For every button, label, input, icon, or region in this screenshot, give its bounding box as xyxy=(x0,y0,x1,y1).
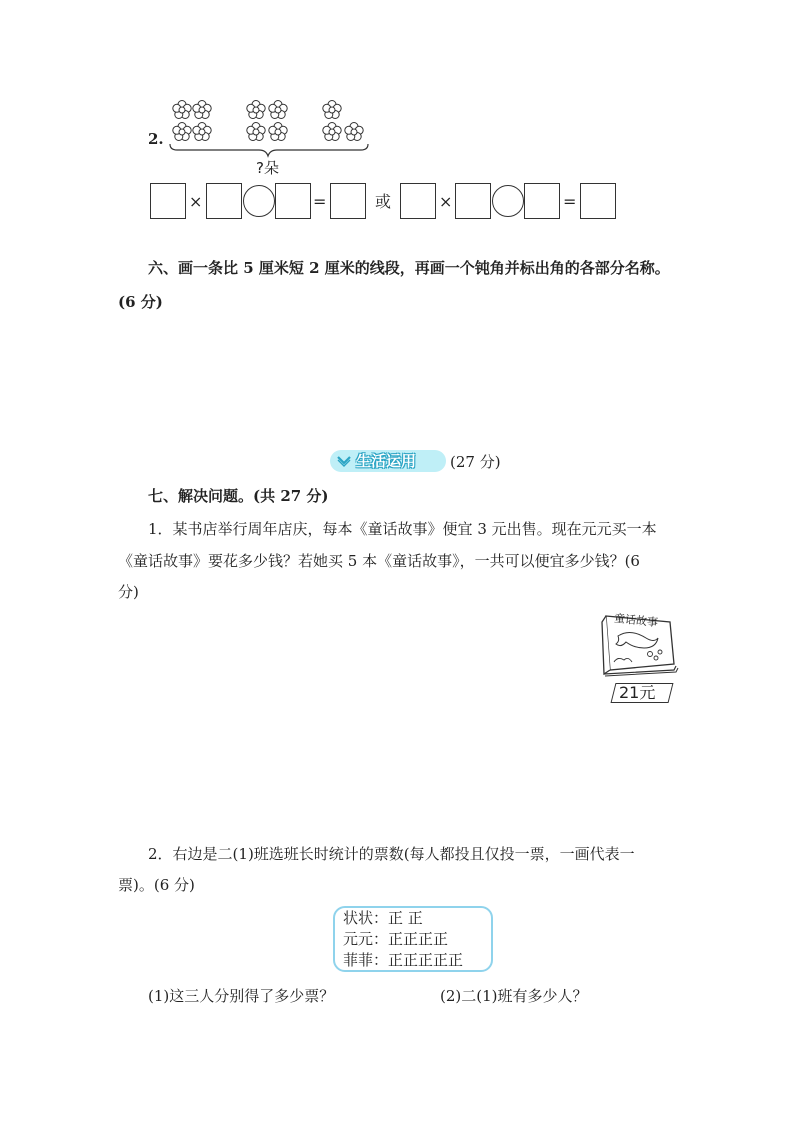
banner-points: (27 分) xyxy=(450,453,501,471)
tally-marks: 正 正 xyxy=(388,909,423,927)
section-6-question: 六、画一条比 5 厘米短 2 厘米的线段，再画一个钝角并标出角的各部分名称。 xyxy=(148,259,670,277)
vote-row-2 xyxy=(343,929,448,949)
answer-box-8[interactable] xyxy=(580,183,616,219)
flower-group-3 xyxy=(323,101,363,141)
answer-box-5[interactable] xyxy=(400,183,436,219)
question-2-line-1: 2．右边是二(1)班选班长时统计的票数(每人都投且仅投一票，一画代表一 xyxy=(148,845,635,863)
times-sign: × xyxy=(439,192,453,211)
answer-box-3[interactable] xyxy=(275,183,311,219)
section-7-heading: 七、解决问题。(共 27 分) xyxy=(148,487,329,505)
vote-row-1 xyxy=(343,908,423,928)
book-price: 21元 xyxy=(619,683,656,702)
brace xyxy=(170,144,368,156)
answer-box-2[interactable] xyxy=(206,183,242,219)
sub-question-2: (2)二(1)班有多少人？ xyxy=(440,987,588,1005)
or-word: 或 xyxy=(375,192,392,211)
operator-circle-1[interactable] xyxy=(243,185,275,217)
question-1-line-1: 1．某书店举行周年店庆，每本《童话故事》便宜 3 元出售。现在元元买一本 xyxy=(148,520,657,538)
banner-title: 生活运用 xyxy=(356,452,417,470)
sub-question-1: (1)这三人分别得了多少票？ xyxy=(148,987,335,1005)
vote-row-3 xyxy=(343,950,463,970)
problem-number: 2. xyxy=(148,130,164,148)
book-title: 童话故事 xyxy=(613,611,659,630)
flower-group-1 xyxy=(173,101,211,141)
brace-label: ?朵 xyxy=(256,159,279,177)
chevron-down-icon xyxy=(337,455,351,467)
times-sign: × xyxy=(189,192,203,211)
answer-box-1[interactable] xyxy=(150,183,186,219)
tally-marks: 正正正正 xyxy=(388,930,449,948)
answer-box-6[interactable] xyxy=(455,183,491,219)
candidate-name: 元元： xyxy=(343,930,389,948)
equals-sign: = xyxy=(563,192,577,211)
equals-sign: = xyxy=(313,192,327,211)
candidate-name: 菲菲： xyxy=(343,951,389,969)
answer-box-7[interactable] xyxy=(524,183,560,219)
operator-circle-2[interactable] xyxy=(492,185,524,217)
tally-marks: 正正正正正 xyxy=(388,951,464,969)
question-1-line-3: 分) xyxy=(118,583,139,601)
question-2-line-2: 票)。(6 分) xyxy=(118,876,195,894)
flower-group-2 xyxy=(247,101,287,141)
answer-box-4[interactable] xyxy=(330,183,366,219)
section-6-points: (6 分) xyxy=(118,293,163,311)
candidate-name: 状状： xyxy=(343,909,389,927)
question-1-line-2: 《童话故事》要花多少钱？若她买 5 本《童话故事》，一共可以便宜多少钱？(6 xyxy=(118,552,640,570)
flower-groups-illustration xyxy=(165,98,375,160)
